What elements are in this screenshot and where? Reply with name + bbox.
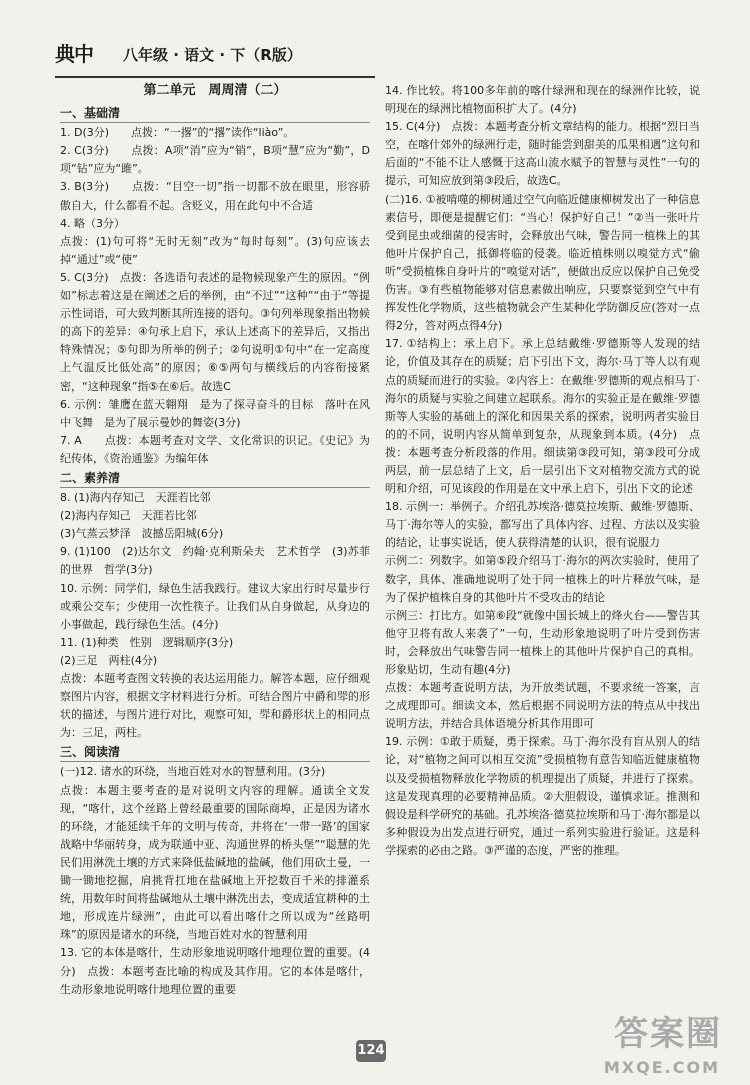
answer-paragraph: 点拨：本题考查图文转换的表达运用能力。解答本题，应仔细观察图片内容，根据文字材料进行分析。可结合图片中爵和斝的形状的描述，与图片进行对比，观察可知，斝和爵形状上的相同点为：三足，两柱。: [60, 672, 370, 740]
page-header: [0, 0, 750, 80]
book-logo: 典中: [55, 42, 93, 66]
answer-paragraph: 14. 作比较。将100多年前的喀什绿洲和现在的绿洲作比较，说明现在的绿洲比植物面积扩大了。(4分): [385, 84, 700, 116]
answer-paragraph: 点拨：本题主要考查的是对说明文内容的理解。通读全文发现，“喀什，这个丝路上曾经最重要的国际商埠，正是因为诸水的环绕，才能延续千年的文明与传奇，并将在‘一带一路’的国家战略中华丽转身，成为联通中亚、沟通世界的桥头堡”“聪慧的先民们用淋洗土壤的方式来降低盐碱地的盐碱，他们用砍土曼，一锄一锄地挖掘，肩挑背扛地在盐碱地上开挖数百千米的排灌系统，用数年时间将盐碱地从土壤中淋洗出去，变成适宜耕种的土地，形成连片绿洲”，由此可以看出喀什之所以成为“丝路明珠”的原因是诸水的环绕，当地百姓对水的智慧利用: [60, 783, 370, 942]
answer-paragraph: 点拨：本题考查说明方法，为开放类试题，不要求统一答案，言之成理即可。细读文本，然后根据不同说明方法的特点从中找出说明方法，并结合具体语境分析其作用即可: [385, 681, 700, 731]
header-rule: [55, 76, 375, 78]
unit-title: 第二单元 周周清（二）: [143, 83, 287, 98]
answer-paragraph: 2. C(3分) 点拨：A项“消”应为“销”，B项“慧”应为“勤”，D项“钻”应为“雎”。: [60, 144, 370, 176]
answer-paragraph: (2)三足 两柱(4分): [60, 653, 158, 667]
answer-paragraph: (二)16. ①被啃噬的柳树通过空气向临近健康柳树发出了一种信息素信号，即便是提醒它们：“当心！保护好自己！”②当一张叶片受到昆虫或细菌的侵害时，会释放出气味，警告同一植株上的其他叶片保护自己，抵御将临的侵袭。临近植株则以嗅觉方式“偷听”受损植株自身叶片的“嗅觉对话”，便做出反应以保护自己免受伤害。③有些植物能够对信息素做出响应，只要察觉到空气中有挥发性化学物质，这些植物就会产生某种化学防御反应(答对一点得2分，答对两点得4分): [385, 192, 700, 333]
answer-paragraph: (一)12. 诸水的环绕，当地百姓对水的智慧利用。(3分): [60, 765, 326, 779]
answer-paragraph: 示例三：打比方。如第⑥段“就像中国长城上的烽火台——警告其他守卫将有敌人来袭了”一句，生动形象地说明了叶片受到伤害时，会释放出气味警告同一植株上的其他叶片保护自己的真相。形象贴切，生动有趣(4分): [385, 608, 700, 676]
answer-paragraph: 5. C(3分) 点拨：各选语句表述的是物候现象产生的原因。“例如”标志着这是在阐述之后的举例，由“不过”“这种”“由于”等提示性词语，可大致判断其所连接的语句。③句列举现象指出物候的高下的差异：④句承上启下，承认上述高下的差异后，又指出特殊情况；⑤句即为所举的例子；②句说明①句中“在一定高度上气温反比低处高”的原因；⑥⑤两句与横线后的内容衔接紧密，“这种现象”指⑤在⑥后。故选C: [60, 270, 370, 393]
header-title: 八年级 · 语文 · 下（R版）: [123, 46, 302, 64]
watermark: 答案圈: [614, 1014, 722, 1054]
answer-paragraph: 10. 示例：同学们，绿色生活我践行。建议大家出行时尽量步行或乘公交车；少使用一次性筷子。让我们从自身做起，从身边的小事做起，践行绿色生活。(4分): [60, 581, 370, 631]
right-column: [385, 82, 700, 860]
answer-paragraph: 8. (1)海内存知己 天涯若比邻: [60, 491, 211, 505]
answer-paragraph: 3. B(3分) 点拨：“目空一切”指一切都不放在眼里，形容骄傲自大，什么都看不起。含贬义，用在此句中不合适: [60, 180, 370, 212]
answer-paragraph: 11. (1)种类 性别 逻辑顺序(3分): [60, 635, 234, 649]
answer-paragraph: 4. 略（3分）: [60, 216, 125, 230]
answer-paragraph: 示例二：列数字。如第⑤段介绍马丁·海尔的两次实验时，使用了数字，具体、准确地说明了处于同一植株上的叶片释放气味，是为了保护植株自身的其他叶片不受攻击的结论: [385, 554, 700, 604]
answer-paragraph: 18. 示例一：举例子。介绍孔苏埃洛·德莫拉埃斯、戴维·罗德斯、马丁·海尔等人的实验，都写出了具体内容、过程、方法以及实验的结论，让事实说话，使人获得清楚的认识，很有说服力: [385, 500, 700, 550]
answer-paragraph: 1. D(3分) 点拨：“一撂”的“撂”读作“liào”。: [60, 126, 295, 140]
answer-paragraph: 7. A 点拨：本题考查对文学、文化常识的识记。《史记》为纪传体，《资治通鉴》为编年体: [60, 433, 370, 465]
section-heading: 二、素养清: [60, 469, 370, 488]
left-column: [60, 82, 370, 999]
page-number: 124: [356, 1040, 386, 1062]
answer-paragraph: (2)海内存知己 天涯若比邻: [60, 509, 197, 523]
answer-paragraph: 9. (1)100 (2)达尔文 约翰·克利斯朵夫 艺术哲学 (3)苏菲的世界 哲学(3分): [60, 545, 370, 577]
section-heading: 一、基础清: [60, 104, 370, 123]
answer-paragraph: 15. C(4分) 点拨：本题考查分析文章结构的能力。根据“烈日当空，在喀什郊外的绿洲行走，随时能尝到甜美的瓜果相遇”这句和后面的“不能不让人感慨于这高山流水赋予的智慧与灵性”一句的提示，可知应放到第③段后，故选C。: [385, 120, 700, 188]
watermark-url: MXQE.COM: [603, 1058, 720, 1077]
answer-paragraph: 17. ①结构上：承上启下。承上总结戴维·罗德斯等人发现的结论，价值及其存在的质疑；启下引出下文，海尔·马丁等人以有观点的质疑而进行的实验。②内容上：在戴维·罗德斯的观点相马丁·海尔的质疑与实验之间建立起联系。海尔的实验正是在戴维·罗德斯等人实验的基础上的深化和因果关系的探索，说明两者实验目的的不同，说明内容从简单到复杂，从现象到本质。(4分) 点拨：本题考查分析段落的作用。细读第③段可知，第③段可分成两层，前一层总结了上文，后一层引出下文对植物交流方式的说明和介绍，可见该段的作用是在文中承上启下，引出下文的论述: [385, 337, 700, 496]
section-heading: 三、阅读清: [60, 743, 370, 762]
answer-paragraph: 6. 示例：雏鹰在蓝天翱翔 是为了探寻奋斗的目标 落叶在风中飞舞 是为了展示曼妙的舞姿(3分): [60, 397, 370, 429]
answer-paragraph: 13. 它的本体是喀什，生动形象地说明喀什地理位置的重要。(4分) 点拨：本题考查比喻的构成及其作用。它的本体是喀什，生动形象地说明喀什地理位置的重要: [60, 946, 370, 996]
answer-paragraph: (3)气蒸云梦泽 波撼岳阳城(6分): [60, 527, 224, 541]
answer-paragraph: 点拨：(1)句可将“无时无刻”改为“每时每刻”。(3)句应该去掉“通过”或“使”: [60, 234, 370, 266]
answer-paragraph: 19. 示例：①敢于质疑，勇于探索。马丁·海尔没有盲从别人的结论，对“植物之间可以相互交流”受损植物有意告知临近健康植物以及受损植物释放化学物质的机理提出了质疑，并进行了探索。这是发现真理的必要精神品质。②大胆假设，谨慎求证。推测和假设是科学研究的基础。孔苏埃洛·德莫拉埃斯和马丁·海尔都是以多种假设为出发点进行研究，通过一系列实验进行验证。这是科学探索的必由之路。③严谨的态度，严密的推理。: [385, 735, 700, 857]
